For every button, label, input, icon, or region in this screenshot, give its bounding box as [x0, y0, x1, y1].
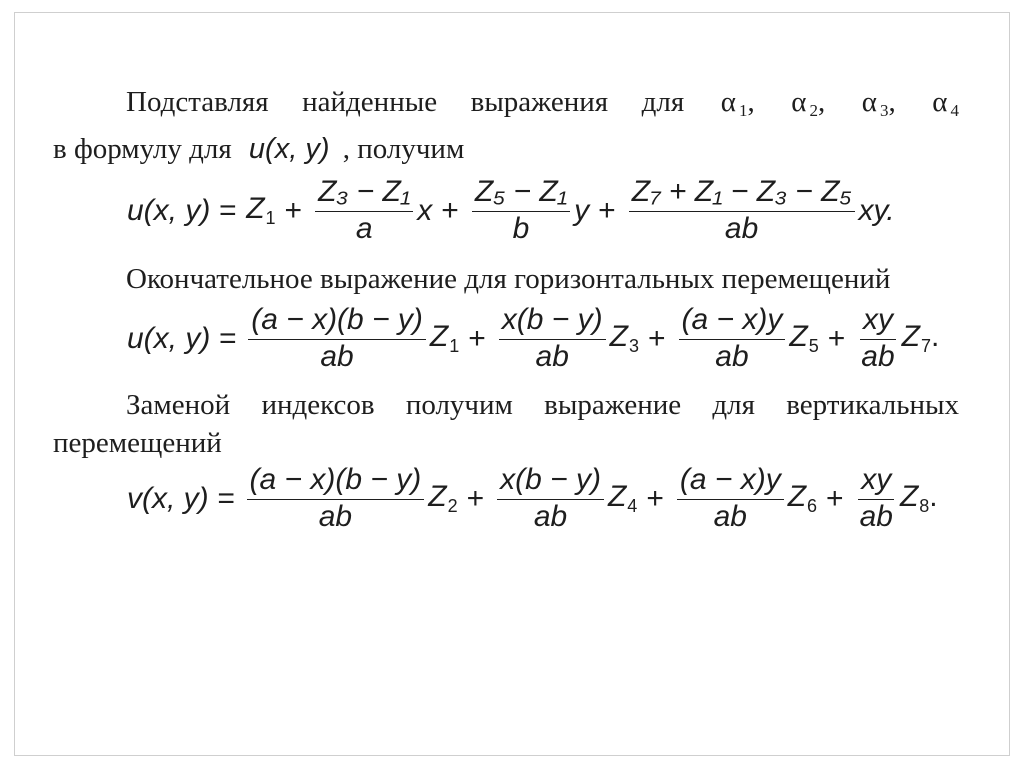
- fraction-numerator: xy: [860, 305, 896, 340]
- text-line-1: [126, 88, 959, 119]
- plus-sign: +: [646, 481, 664, 515]
- text-line-2: [53, 135, 464, 164]
- fraction-numerator: (a − x)y: [679, 305, 786, 340]
- fraction-denominator: ab: [861, 340, 895, 373]
- fraction-denominator: ab: [715, 340, 749, 373]
- z-term: $Z_1$: [429, 320, 460, 356]
- fraction: [857, 465, 896, 532]
- text-line-3: Окончательное выражение для горизонтальных перемещений: [126, 263, 891, 295]
- fraction: [499, 305, 606, 372]
- alpha-2: α $_2$,: [791, 86, 826, 120]
- formula-lhs: u(x, y) =: [127, 321, 237, 355]
- z-term: $Z_3$: [609, 320, 639, 356]
- plus-sign: +: [284, 193, 303, 227]
- formula-v-final: [127, 465, 938, 532]
- formula-lhs: u(x, y) =: [127, 193, 237, 227]
- fraction-numerator: Z₅ − Z₁: [472, 177, 570, 212]
- fraction: [247, 465, 425, 532]
- text-line-5: перемещений: [53, 427, 222, 459]
- word: индексов: [261, 389, 375, 421]
- fraction-denominator: ab: [318, 500, 353, 533]
- word: выражения: [470, 86, 609, 118]
- z-term: $Z_8$.: [899, 480, 938, 516]
- fraction-numerator: (a − x)y: [677, 465, 784, 500]
- alpha-3: α $_3$,: [861, 86, 896, 120]
- fraction: [472, 177, 570, 244]
- plus-sign: +: [827, 321, 846, 355]
- alpha-1: α $_1$,: [720, 86, 755, 120]
- fraction-denominator: ab: [535, 340, 569, 373]
- z-term: $Z_2$: [428, 480, 458, 516]
- plus-sign: +: [648, 321, 666, 355]
- fraction-numerator: xy: [858, 465, 894, 500]
- fraction-denominator: ab: [320, 340, 354, 373]
- plus-sign: +: [598, 193, 616, 227]
- fraction-numerator: (a − x)(b − y): [247, 465, 425, 500]
- fraction: [858, 305, 897, 372]
- formula-lhs: v(x, y) =: [127, 481, 235, 515]
- formula-u-final: [127, 305, 939, 372]
- word: вертикальных: [786, 389, 959, 421]
- word: Заменой: [126, 389, 231, 421]
- word: найденные: [302, 86, 438, 118]
- line2-pre: в формулу для: [53, 133, 232, 165]
- fraction-denominator: ab: [724, 212, 759, 245]
- fraction-denominator: ab: [859, 500, 893, 533]
- z-term: $Z_6$: [787, 480, 818, 516]
- plus-sign: +: [468, 321, 486, 355]
- line2-post: , получим: [342, 133, 465, 165]
- z-term: $Z_4$: [607, 480, 638, 516]
- variable: x: [417, 193, 433, 227]
- variable: y: [574, 193, 590, 227]
- fraction-denominator: ab: [713, 500, 747, 533]
- fraction-denominator: ab: [533, 500, 568, 533]
- word: выражение: [544, 389, 682, 421]
- plus-sign: +: [441, 193, 459, 227]
- word: для: [641, 86, 685, 118]
- fraction: [629, 177, 855, 244]
- plus-sign: +: [466, 481, 485, 515]
- word: Подставляя: [126, 86, 269, 118]
- fraction: [315, 177, 413, 244]
- plus-sign: +: [826, 481, 844, 515]
- fraction-numerator: (a − x)(b − y): [248, 305, 426, 340]
- fraction-denominator: a: [355, 212, 373, 245]
- fraction-numerator: Z₇ + Z₁ − Z₃ − Z₅: [629, 177, 855, 212]
- fraction: [497, 465, 604, 532]
- fraction-numerator: x(b − y): [497, 465, 604, 500]
- formula-u-general: [127, 177, 895, 244]
- fraction-numerator: x(b − y): [499, 305, 606, 340]
- fraction: [677, 465, 784, 532]
- variable: xy.: [858, 193, 895, 227]
- slide-page: [14, 12, 1010, 756]
- word: получим: [405, 389, 513, 421]
- alpha-4: α $_4$: [932, 86, 959, 120]
- fraction: [248, 305, 426, 372]
- text-line-4: [126, 391, 959, 420]
- fraction: [679, 305, 786, 372]
- z-term: $Z_7$.: [901, 320, 940, 356]
- fraction-numerator: Z₃ − Z₁: [315, 177, 413, 212]
- word: для: [712, 389, 755, 421]
- function-u: u(x, y): [248, 133, 330, 165]
- z1-term: $Z_1$: [246, 192, 276, 228]
- fraction-denominator: b: [512, 212, 530, 245]
- z-term: $Z_5$: [789, 320, 819, 356]
